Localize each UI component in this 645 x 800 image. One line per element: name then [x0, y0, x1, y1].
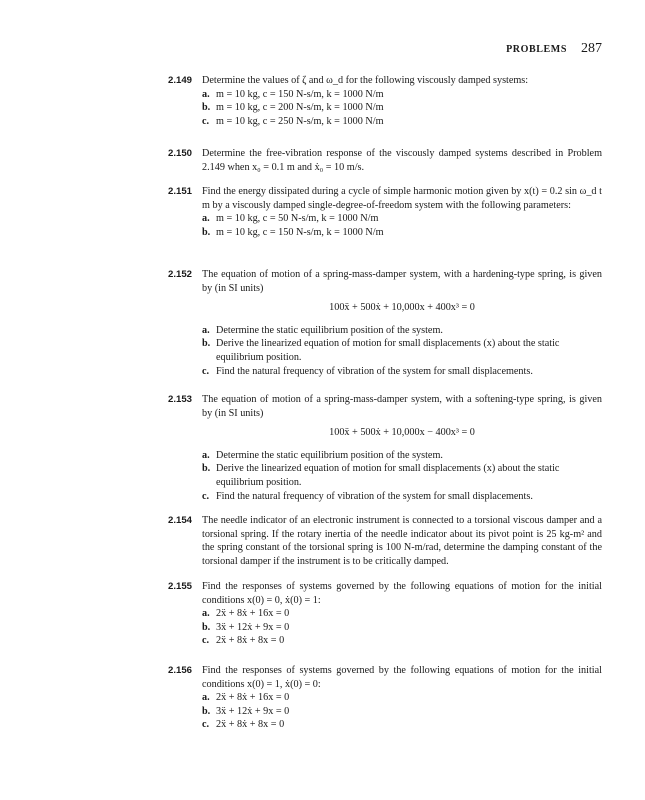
item-label: b. — [202, 621, 211, 633]
item-text: Find the natural frequency of vibration of the system for small displacements. — [216, 365, 533, 377]
equation: 100ẍ + 500ẋ + 10,000x − 400x³ = 0 — [329, 427, 475, 439]
item-label: a. — [202, 692, 210, 704]
item-text: Derive the linearized equation of motion for small displacements (x) about the static equilibrium position. — [216, 338, 560, 363]
item-text: 3ẍ + 12ẋ + 9x = 0 — [216, 621, 290, 633]
item-label: b. — [202, 102, 211, 114]
item-text: Determine the static equilibrium position of the system. — [216, 324, 443, 336]
item-label: b. — [202, 463, 211, 475]
item-label: a. — [202, 324, 210, 336]
problem-number: 2.151 — [168, 186, 193, 197]
problem-2-153 — [168, 393, 602, 503]
list-item — [202, 115, 602, 129]
problem-number: 2.154 — [168, 515, 193, 526]
item-text: Find the natural frequency of vibration of the system for small displacements. — [216, 490, 533, 502]
page-number: 287 — [581, 41, 602, 56]
list-item — [202, 634, 602, 648]
item-label: a. — [202, 449, 210, 461]
running-header — [506, 41, 602, 61]
problem-2-151 — [168, 185, 602, 239]
item-label: b. — [202, 705, 211, 717]
list-item — [202, 718, 602, 732]
list-item — [202, 705, 602, 719]
problem-number: 2.149 — [168, 75, 193, 86]
problem-text: The equation of motion of a spring-mass-damper system, with a softening-type spring, is given by (in SI units) — [202, 394, 602, 419]
item-text: 3ẍ + 12ẋ + 9x = 0 — [216, 705, 290, 717]
problem-2-152 — [168, 268, 602, 378]
problem-2-155 — [168, 580, 602, 648]
equation: 100ẍ + 500ẋ + 10,000x + 400x³ = 0 — [329, 302, 475, 314]
list-item — [202, 462, 602, 489]
item-text: 2ẍ + 8ẋ + 8x = 0 — [216, 635, 285, 647]
problem-number: 2.152 — [168, 269, 193, 280]
problem-number: 2.156 — [168, 665, 193, 676]
list-item — [202, 101, 602, 115]
item-text: 2ẍ + 8ẋ + 16x = 0 — [216, 692, 290, 704]
problem-text: Find the energy dissipated during a cycle of simple harmonic motion given by x(t) = 0.2 sin ω_d t m by a viscously damped single-degree-of-freedom system with the following parameters: — [202, 186, 602, 211]
problem-number: 2.150 — [168, 148, 193, 159]
list-item — [202, 621, 602, 635]
list-item — [202, 324, 602, 338]
problem-2-149 — [168, 74, 602, 128]
item-label: c. — [202, 115, 210, 127]
item-label: b. — [202, 226, 211, 238]
item-label: b. — [202, 338, 211, 350]
item-text: Determine the static equilibrium position of the system. — [216, 449, 443, 461]
item-text: m = 10 kg, c = 150 N-s/m, k = 1000 N/m — [216, 88, 384, 100]
problem-2-156 — [168, 664, 602, 732]
item-label: c. — [202, 365, 210, 377]
item-text: Derive the linearized equation of motion for small displacements (x) about the static equilibrium position. — [216, 463, 560, 488]
list-item — [202, 607, 602, 621]
list-item — [202, 691, 602, 705]
item-label: c. — [202, 490, 210, 502]
item-text: m = 10 kg, c = 150 N-s/m, k = 1000 N/m — [216, 226, 384, 238]
problem-2-150 — [168, 147, 602, 174]
problem-text: Find the responses of systems governed by the following equations of motion for the initial conditions x(0) = 1, ẋ(0) = 0: — [202, 665, 602, 690]
list-item — [202, 365, 602, 379]
problem-number: 2.153 — [168, 394, 193, 405]
item-label: a. — [202, 88, 210, 100]
problem-text: The equation of motion of a spring-mass-damper system, with a hardening-type spring, is given by (in SI units) — [202, 269, 602, 294]
item-text: 2ẍ + 8ẋ + 16x = 0 — [216, 608, 290, 620]
section-title: PROBLEMS — [506, 44, 567, 55]
item-text: m = 10 kg, c = 200 N-s/m, k = 1000 N/m — [216, 102, 384, 114]
item-text: m = 10 kg, c = 250 N-s/m, k = 1000 N/m — [216, 115, 384, 127]
item-text: 2ẍ + 8ẋ + 8x = 0 — [216, 719, 285, 731]
problem-text: The needle indicator of an electronic instrument is connected to a torsional viscous damper and a torsional spring. If the rotary inertia of the needle indicator about its pivot point is 25 kg-m² and the spring constant of the torsional spring is 100 N-m/rad, determine the damping constant of the torsional damper if the instrument is to be critically damped. — [202, 515, 602, 567]
list-item — [202, 212, 602, 226]
item-label: a. — [202, 608, 210, 620]
list-item — [202, 88, 602, 102]
problem-number: 2.155 — [168, 581, 193, 592]
item-label: c. — [202, 719, 210, 731]
item-text: m = 10 kg, c = 50 N-s/m, k = 1000 N/m — [216, 213, 379, 225]
problem-text: Determine the free-vibration response of the viscously damped systems described in Problem 2.149 when x₀ = 0.1 m and ẋ₀ = 10 m/s. — [202, 148, 602, 173]
list-item — [202, 449, 602, 463]
item-label: c. — [202, 635, 210, 647]
list-item — [202, 490, 602, 504]
problem-text: Determine the values of ζ and ω_d for the following viscously damped systems: — [202, 75, 529, 86]
problem-text: Find the responses of systems governed by the following equations of motion for the initial conditions x(0) = 0, ẋ(0) = 1: — [202, 581, 602, 606]
list-item — [202, 226, 602, 240]
list-item — [202, 337, 602, 364]
item-label: a. — [202, 213, 210, 225]
problem-2-154 — [168, 514, 602, 568]
